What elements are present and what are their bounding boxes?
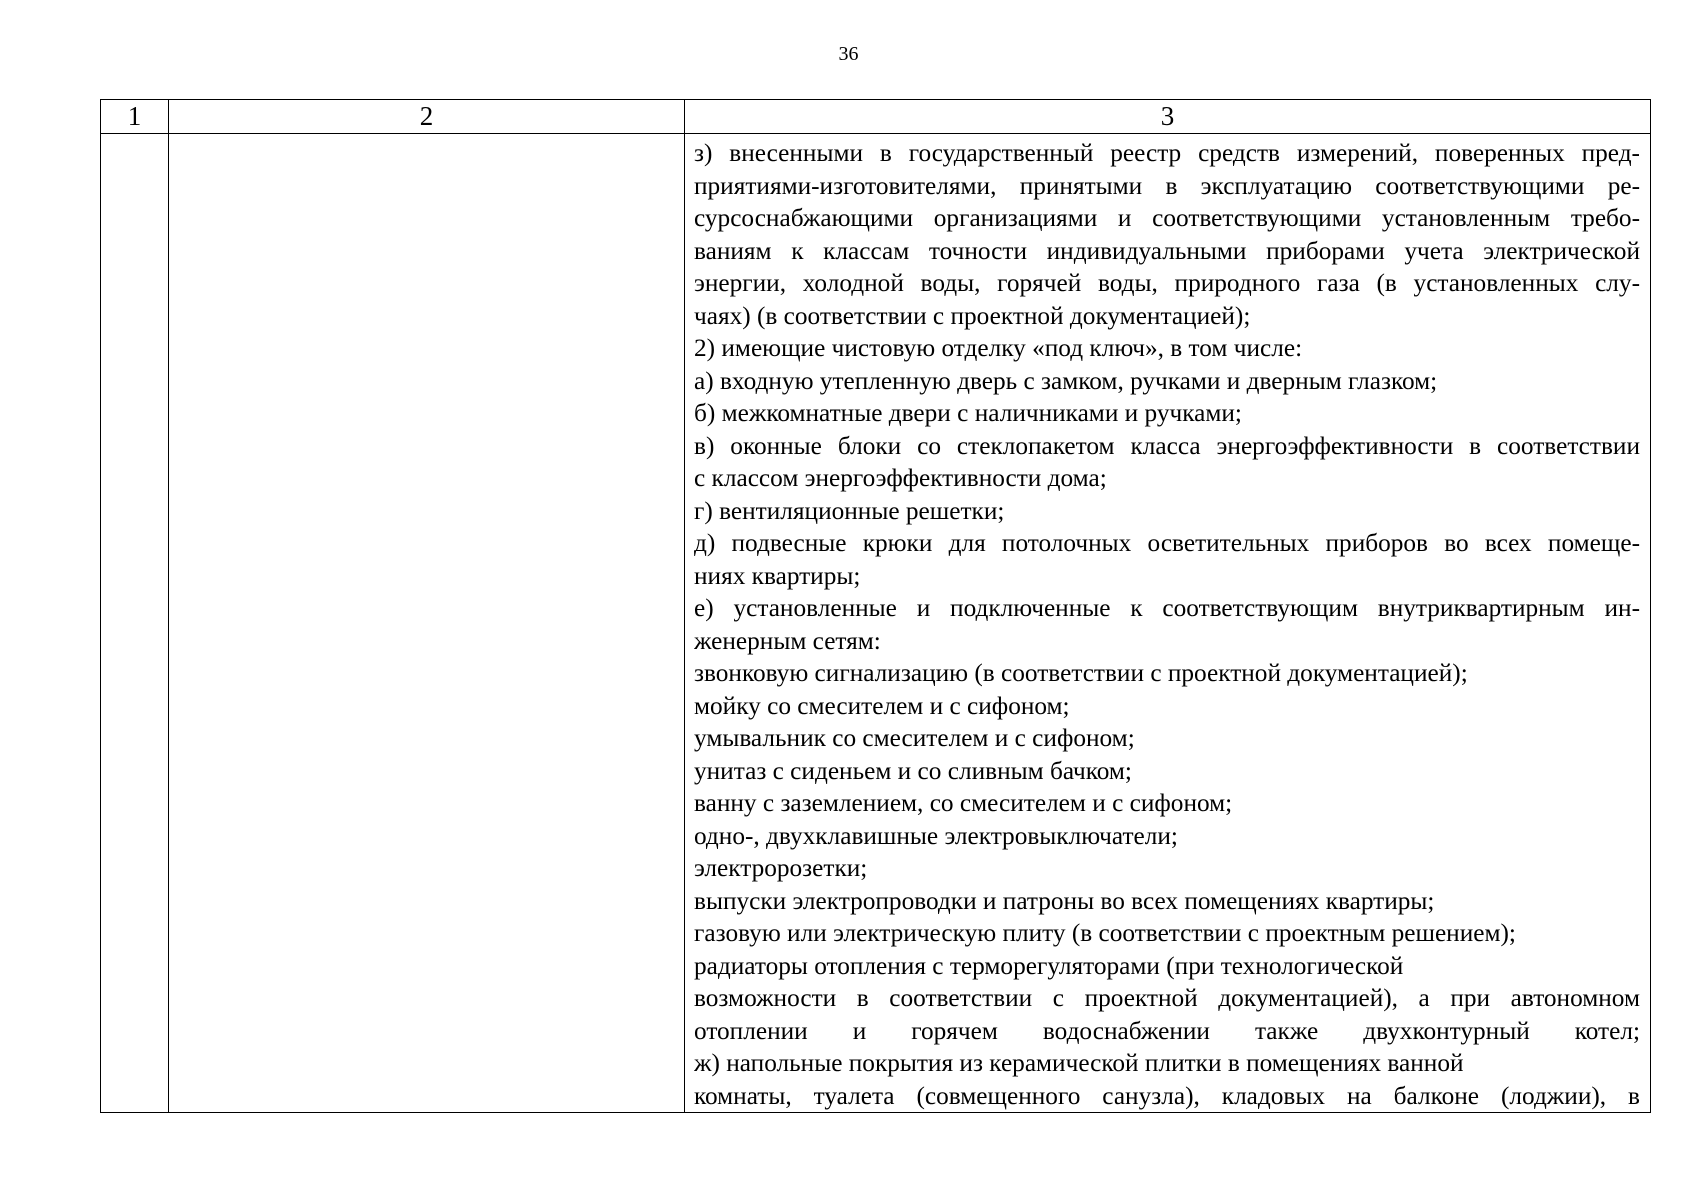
text-line: е) установленные и подключенные к соответствующим внутриквартирным ин-	[694, 594, 1640, 622]
text-line: з) внесенными в государственный реестр средств измерений, поверенных пред-	[694, 139, 1640, 167]
text-line: одно-, двухклавишные электровыключатели;	[694, 821, 1178, 850]
text-line: радиаторы отопления с терморегуляторами (при технологической	[694, 951, 1404, 980]
text-line: электророзетки;	[694, 854, 868, 882]
text-line: с классом энергоэффективности дома;	[694, 464, 1107, 492]
header-cell-3: 3	[685, 100, 1651, 134]
text-line: приятиями-изготовителями, принятыми в эксплуатацию соответствующими ре-	[694, 171, 1640, 200]
text-line: звонковую сигнализацию (в соответствии с проектной документацией);	[694, 659, 1468, 687]
header-cell-1: 1	[101, 100, 169, 134]
cell-col1	[101, 134, 169, 1113]
text-line: унитаз с сиденьем и со сливным бачком;	[694, 756, 1132, 785]
text-line: г) вентиляционные решетки;	[694, 496, 1005, 525]
text-line: в) оконные блоки со стеклопакетом класса энергоэффективности в соответствии	[694, 431, 1640, 460]
text-line: выпуски электропроводки и патроны во всех помещениях квартиры;	[694, 886, 1435, 915]
page-number: 36	[838, 43, 859, 65]
text-line: возможности в соответствии с проектной документацией), а при автономном	[694, 984, 1640, 1012]
text-line: сурсоснабжающими организациями и соответствующими установленным требо-	[694, 204, 1640, 232]
header-cell-2: 2	[169, 100, 685, 134]
cell-col2	[169, 134, 685, 1113]
text-line: ванну с заземлением, со смесителем и с сифоном;	[694, 789, 1233, 817]
text-line: д) подвесные крюки для потолочных осветительных приборов во всех помеще-	[694, 529, 1640, 557]
cell-col3	[685, 134, 1651, 1113]
table-row	[101, 134, 1651, 1113]
text-line: ж) напольные покрытия из керамической плитки в помещениях ванной	[694, 1049, 1464, 1077]
cell-col3-text	[685, 134, 1650, 1112]
text-line: комнаты, туалета (совмещенного санузла), кладовых на балконе (лоджии), в	[694, 1081, 1640, 1110]
text-line: 2) имеющие чистовую отделку «под ключ», в том числе:	[694, 334, 1303, 362]
text-line: ваниям к классам точности индивидуальными приборами учета электрической	[694, 236, 1640, 265]
text-line: а) входную утепленную дверь с замком, ручками и дверным глазком;	[694, 366, 1438, 395]
text-line: женерным сетям:	[694, 626, 881, 655]
text-line: б) межкомнатные двери с наличниками и ручками;	[694, 399, 1242, 427]
text-line: чаях) (в соответствии с проектной документацией);	[694, 301, 1251, 330]
text-line: умывальник со смесителем и с сифоном;	[694, 724, 1135, 752]
text-line: энергии, холодной воды, горячей воды, природного газа (в установленных слу-	[694, 269, 1640, 297]
text-line: мойку со смесителем и с сифоном;	[694, 691, 1070, 720]
document-table	[100, 99, 1651, 1113]
text-line: ниях квартиры;	[694, 561, 861, 590]
text-line: отоплении и горячем водоснабжении также двухконтурный котел;	[694, 1016, 1640, 1045]
text-line: газовую или электрическую плиту (в соответствии с проектным решением);	[694, 919, 1516, 947]
table-header-row	[101, 100, 1651, 134]
